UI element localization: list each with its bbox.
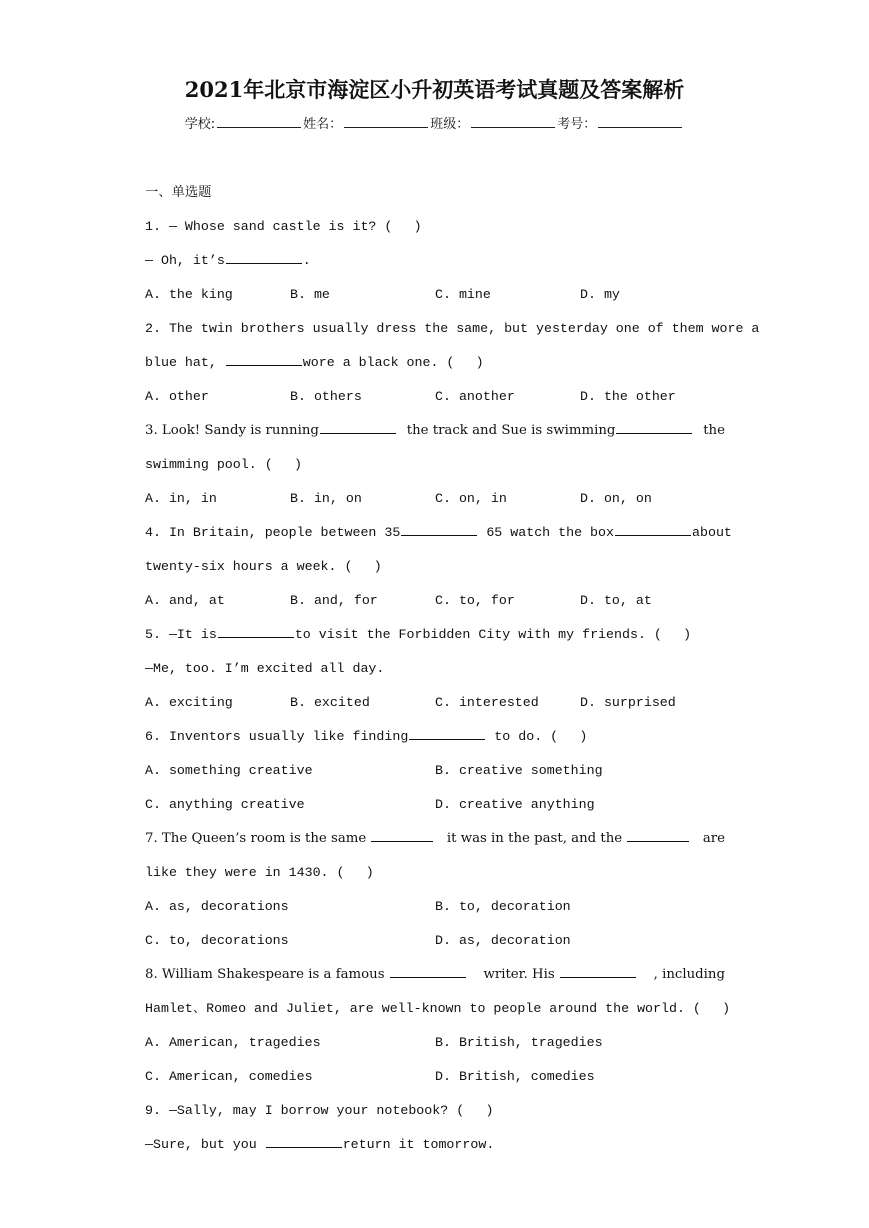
q4-blank-2[interactable] [615, 521, 691, 536]
q2-stem: 2. The twin brothers usually dress the same, but yesterday one of them wore a [145, 321, 760, 336]
q2-text-end: wore a black one. ( ) [302, 355, 484, 370]
q5-blank[interactable] [218, 623, 294, 638]
q2-option-a[interactable]: A. other [145, 389, 209, 404]
q7-options-row-1 [145, 890, 725, 924]
class-blank[interactable] [471, 115, 555, 128]
page-title: 2021年北京市海淀区小升初英语考试真题及答案解析 [184, 77, 685, 102]
q2-option-d[interactable]: D. the other [580, 389, 676, 404]
q2-text: blue hat, [145, 355, 225, 370]
q8-options-row-1 [145, 1026, 725, 1060]
q4-option-b[interactable]: B. and, for [290, 593, 378, 608]
q6-option-d[interactable]: D. creative anything [435, 797, 595, 812]
q1-text-end: . [302, 253, 311, 268]
name-blank[interactable] [344, 115, 428, 128]
class-label: 班级： [430, 117, 470, 132]
q5-option-c[interactable]: C. interested [435, 695, 539, 710]
q8-text: 8. William Shakespeare is a famous [145, 967, 389, 982]
q3-blank-2[interactable] [616, 419, 692, 434]
number-blank[interactable] [598, 115, 682, 128]
q5-options [145, 686, 725, 720]
q7-option-a[interactable]: A. as, decorations [145, 899, 289, 914]
q6-option-c[interactable]: C. anything creative [145, 797, 305, 812]
q1-answer-line [145, 244, 725, 278]
number-label: 考号： [557, 117, 597, 132]
q4-stem [145, 516, 732, 550]
q4-blank-1[interactable] [401, 521, 477, 536]
q3-option-b[interactable]: B. in, on [290, 491, 362, 506]
q3-option-d[interactable]: D. on, on [580, 491, 652, 506]
q4-text: 4. In Britain, people between 35 [145, 525, 401, 540]
q7-stem [145, 822, 725, 856]
q8-option-b[interactable]: B. British, tragedies [435, 1035, 603, 1050]
q3-text-end: the [703, 423, 725, 438]
q8-option-c[interactable]: C. American, comedies [145, 1069, 313, 1084]
q3-options [145, 482, 725, 516]
q4-options [145, 584, 725, 618]
q2-blank[interactable] [226, 351, 302, 366]
q8-option-d[interactable]: D. British, comedies [435, 1069, 595, 1084]
q5-text-end: to visit the Forbidden City with my friends. ( ) [294, 627, 692, 642]
q9-text-end: return it tomorrow. [342, 1137, 495, 1152]
q2-option-c[interactable]: C. another [435, 389, 515, 404]
q8-text-end: , including [653, 967, 725, 982]
q3-option-c[interactable]: C. on, in [435, 491, 507, 506]
q1-options [145, 278, 725, 312]
q7-text: 7. The Queen’s room is the same [145, 831, 371, 846]
q7-option-d[interactable]: D. as, decoration [435, 933, 571, 948]
q4-stem-cont: twenty-six hours a week. ( ) [145, 559, 382, 574]
q1-text: — Oh, it’s [145, 253, 225, 268]
q1-option-b[interactable]: B. me [290, 287, 330, 302]
q4-text-mid: 65 watch the box [478, 525, 614, 540]
q3-option-a[interactable]: A. in, in [145, 491, 217, 506]
q8-stem-cont: Hamlet、Romeo and Juliet, are well-known to people around the world. ( ) [145, 1001, 731, 1016]
q3-blank-1[interactable] [320, 419, 396, 434]
q6-option-b[interactable]: B. creative something [435, 763, 603, 778]
section-heading: 一、单选题 [145, 185, 212, 200]
q5-option-a[interactable]: A. exciting [145, 695, 233, 710]
q6-text: 6. Inventors usually like finding [145, 729, 409, 744]
q8-stem [145, 958, 725, 992]
q3-stem-cont: swimming pool. ( ) [145, 457, 302, 472]
q7-blank-2[interactable] [627, 827, 689, 842]
school-blank[interactable] [217, 115, 301, 128]
q6-text-end: to do. ( ) [486, 729, 588, 744]
name-label: 姓名： [303, 117, 343, 132]
student-info-line [0, 113, 869, 132]
q4-option-d[interactable]: D. to, at [580, 593, 652, 608]
q2-option-b[interactable]: B. others [290, 389, 362, 404]
q1-option-d[interactable]: D. my [580, 287, 620, 302]
q3-text-mid: the track and Sue is swimming [406, 423, 616, 438]
q7-text-mid: it was in the past, and the [446, 831, 627, 846]
q1-stem: 1. — Whose sand castle is it? ( ) [145, 219, 422, 234]
q5-stem [145, 618, 725, 652]
q9-blank[interactable] [266, 1133, 342, 1148]
q1-option-c[interactable]: C. mine [435, 287, 491, 302]
q7-option-b[interactable]: B. to, decoration [435, 899, 571, 914]
q4-text-end: about [692, 525, 732, 540]
q5-option-d[interactable]: D. surprised [580, 695, 676, 710]
q7-text-end: are [702, 831, 725, 846]
q9-stem: 9. —Sally, may I borrow your notebook? ( ) [145, 1103, 494, 1118]
school-label: 学校: [184, 117, 216, 132]
q8-option-a[interactable]: A. American, tragedies [145, 1035, 321, 1050]
q6-stem [145, 720, 725, 754]
q9-text: —Sure, but you [145, 1137, 265, 1152]
q5-stem-cont: —Me, too. I’m excited all day. [145, 661, 385, 676]
q6-options-row-1 [145, 754, 725, 788]
q6-option-a[interactable]: A. something creative [145, 763, 313, 778]
q2-stem-cont [145, 346, 725, 380]
q5-text: 5. —It is [145, 627, 217, 642]
q9-answer-line [145, 1128, 725, 1162]
q6-blank[interactable] [409, 725, 485, 740]
q7-option-c[interactable]: C. to, decorations [145, 933, 289, 948]
q7-blank-1[interactable] [371, 827, 433, 842]
q1-blank[interactable] [226, 249, 302, 264]
q6-options-row-2 [145, 788, 725, 822]
q8-blank-2[interactable] [560, 963, 636, 978]
questions [145, 176, 760, 1162]
q8-options-row-2 [145, 1060, 725, 1094]
q8-text-mid: writer. His [483, 967, 559, 982]
q8-blank-1[interactable] [390, 963, 466, 978]
q5-option-b[interactable]: B. excited [290, 695, 370, 710]
q4-option-a[interactable]: A. and, at [145, 593, 225, 608]
q3-stem [145, 414, 725, 448]
q3-text: 3. Look! Sandy is running [145, 423, 319, 438]
q2-options [145, 380, 725, 414]
q4-option-c[interactable]: C. to, for [435, 593, 515, 608]
q1-option-a[interactable]: A. the king [145, 287, 233, 302]
q7-stem-cont: like they were in 1430. ( ) [145, 865, 374, 880]
q7-options-row-2 [145, 924, 725, 958]
